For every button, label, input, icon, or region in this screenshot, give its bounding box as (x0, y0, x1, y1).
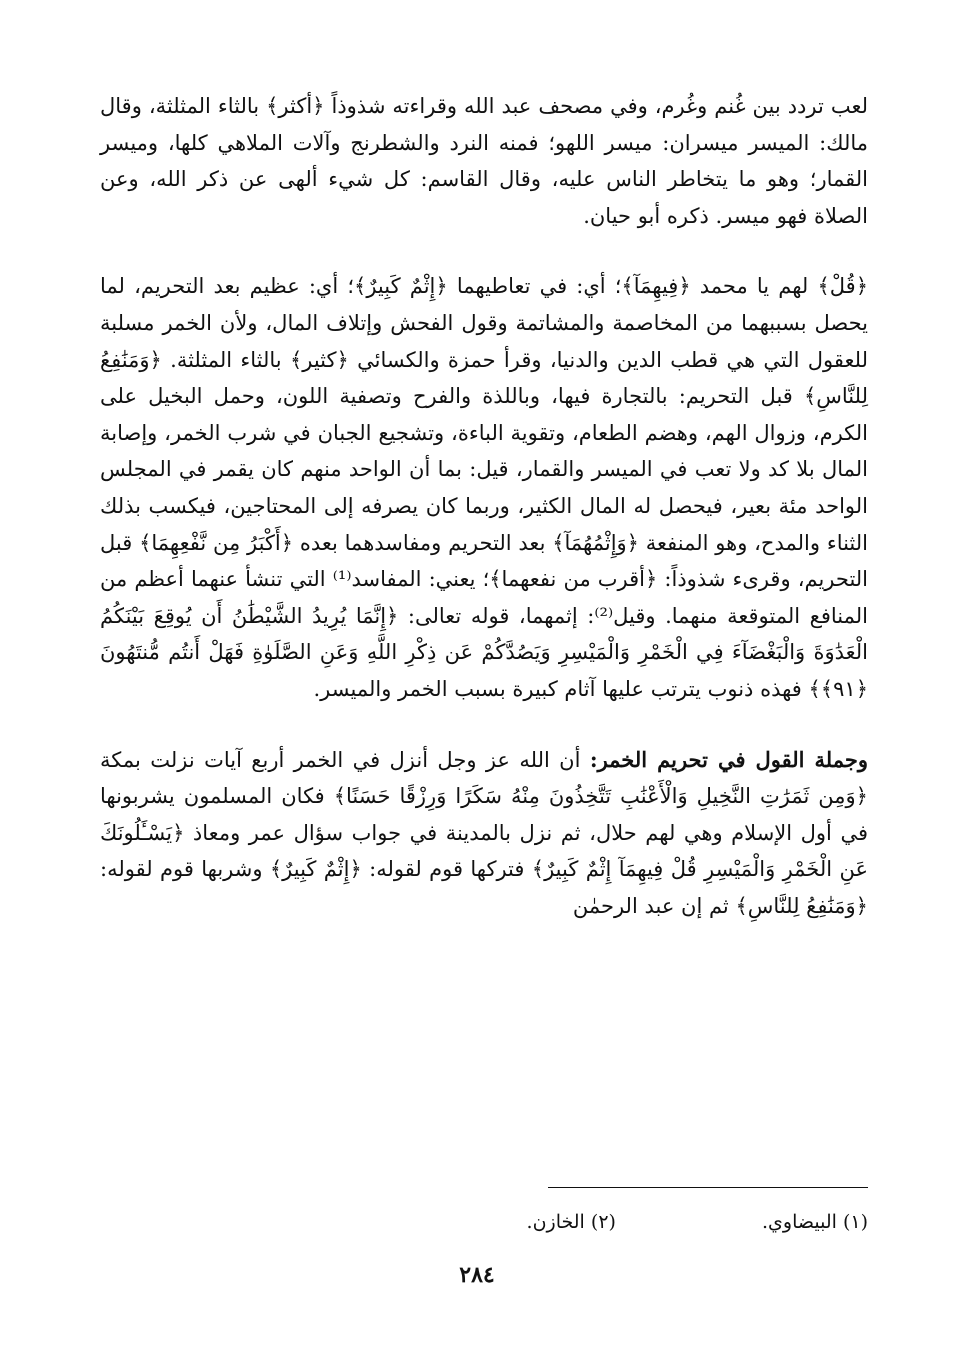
paragraph-lead: وجملة القول في تحريم الخمر: (589, 746, 868, 772)
footnote-2 (527, 1208, 616, 1236)
paragraph-3 (100, 742, 868, 925)
page-body (100, 88, 868, 924)
page-number: ٢٨٤ (459, 1262, 495, 1288)
footnote-text: الخازن. (526, 1211, 585, 1233)
footnote-text: البيضاوي. (762, 1211, 837, 1233)
paragraph-text: لعب تردد بين غُنم وغُرم، وفي مصحف عبد الله وقراءته شذوذاً ﴿أكثر﴾ بالثاء المثلثة، وقال مالك: الميسر ميسران: ميسر اللهو؛ فمنه النرد والشطرنج وآلات الملاهي كلها، وميسر القمار؛ وهو ما يتخاطر الناس عليه، وقال القاسم: كل شيء ألهى عن ذكر الله، وعن الصلاة فهو ميسر. ذكره أبو حيان. (100, 94, 868, 228)
paragraph-2 (100, 268, 868, 707)
paragraph-spacer (100, 708, 868, 742)
footnotes (100, 1208, 868, 1236)
footnote-1 (762, 1208, 868, 1236)
paragraph-1 (100, 88, 868, 234)
paragraph-text: أن الله عز وجل أنزل في الخمر أربع آيات نزلت بمكة ﴿وَمِن ثَمَرَٰتِ النَّخِيلِ وَالْأَعْنَٰبِ تَتَّخِذُونَ مِنْهُ سَكَرًا وَرِزْقًا حَسَنًا﴾ فكان المسلمون يشربونها في أول الإسلام وهي لهم حلال، ثم نزل بالمدينة في جواب سؤال عمر ومعاذ ﴿يَسْـَٔلُونَكَ عَنِ الْخَمْرِ وَالْمَيْسِرِ قُلْ فِيهِمَآ إِثْمٌ كَبِيرٌ﴾ فتركها قوم لقوله: ﴿إِثْمٌ كَبِيرٌ﴾ وشربها قوم لقوله: ﴿وَمَنَٰفِعُ لِلنَّاسِ﴾ ثم إن عبد الرحمٰن (100, 747, 868, 918)
footnote-separator (548, 1187, 868, 1188)
footnote-marker: (١) (842, 1211, 868, 1233)
footnote-marker: (٢) (590, 1211, 616, 1233)
paragraph-spacer (100, 234, 868, 268)
paragraph-text: ﴿قُلْ﴾ لهم يا محمد ﴿فِيهِمَآ﴾؛ أي: في تعاطيهما ﴿إِثْمٌ كَبِيرٌ﴾؛ أي: عظيم بعد التحريم، لما يحصل بسببهما من المخاصمة والمشاتمة وقول الفحش وإتلاف المال، ولأن الخمر مسلبة للعقول التي هي قطب الدين والدنيا، وقرأ حمزة والكسائي ﴿كثير﴾ بالثاء المثلثة. ﴿وَمَنَٰفِعُ لِلنَّاسِ﴾ قبل التحريم: بالتجارة فيها، وباللذة والفرح وتصفية اللون، وحمل البخيل على الكرم، وزوال الهم، وهضم الطعام، وتقوية الباءة، وتشجيع الجبان في شرب الخمر، وإصابة المال بلا كد ولا تعب في الميسر والقمار، قيل: بما أن الواحد منهم كان يقمر في المجلس الواحد مئة بعير، فيحصل له المال الكثير، وربما كان يصرفه إلى المحتاجين، فيكسب بذلك الثناء والمدح، وهو المنفعة ﴿وَإِثْمُهُمَآ﴾ بعد التحريم ومفاسدهما بعده ﴿أَكْبَرُ مِن نَّفْعِهِمَا﴾ قبل التحريم، وقرىء شذوذاً: ﴿أقرب من نفعهما﴾؛ يعني: المفاسد⁽¹⁾ التي تنشأ عنهما أعظم من المنافع المتوقعة منهما. وقيل⁽²⁾: إثمهما، قوله تعالى: ﴿إِنَّمَا يُرِيدُ الشَّيْطَٰنُ أَن يُوقِعَ بَيْنَكُمُ الْعَدَٰوَةَ وَالْبَغْضَآءَ فِي الْخَمْرِ وَالْمَيْسِرِ وَيَصُدَّكُمْ عَن ذِكْرِ اللَّهِ وَعَنِ الصَّلَوٰةِ فَهَلْ أَنتُم مُّنتَهُونَ ﴿٩١﴾﴾ فهذه ذنوب يترتب عليها آثام كبيرة بسبب الخمر والميسر. (100, 274, 869, 701)
